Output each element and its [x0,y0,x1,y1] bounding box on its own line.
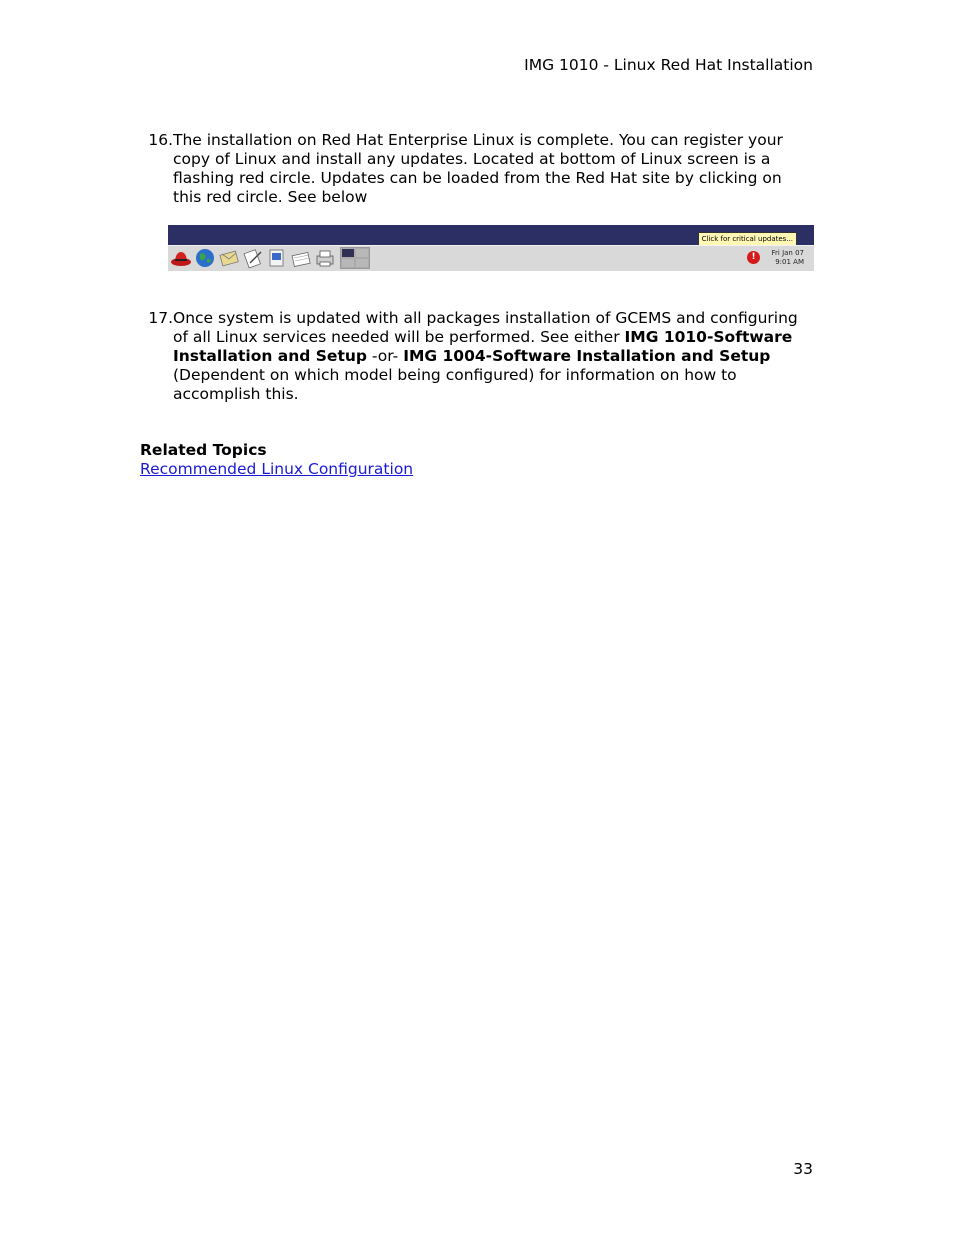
recommended-linux-config-link[interactable]: Recommended Linux Configuration [140,460,414,478]
presentation-icon[interactable] [266,247,288,269]
workspace-switcher[interactable] [340,247,370,269]
step-number: 17. [148,309,173,327]
print-manager-icon[interactable] [314,247,336,269]
step-text-part: Once system is updated with all packages installation of GCEMS and configuring of all Linux services needed will be performed. See either [173,309,798,346]
web-browser-icon[interactable] [194,247,216,269]
page-number: 33 [793,1160,813,1178]
update-alert-icon[interactable]: ! [747,251,760,264]
step-text-part: (Dependent on which model being configured) for information on how to accomplish this. [173,366,737,403]
spreadsheet-icon[interactable] [290,247,312,269]
redhat-menu-icon[interactable] [170,247,192,269]
step-16 [140,131,810,211]
linux-taskbar-screenshot [168,225,814,271]
launcher-icons [170,247,370,271]
step-number: 16. [148,131,173,149]
clock-time: 9:01 AM [775,258,804,266]
step-17 [140,309,810,409]
email-icon[interactable] [218,247,240,269]
workspace-1[interactable] [341,248,355,258]
taskbar-panel [168,245,814,271]
step-text: The installation on Red Hat Enterprise Linux is complete. You can register your copy of Linux and install any updates. Located at bottom of Linux screen is a flashing red circle. Updates can be loaded from the Red Hat site by clicking on this red circle. See below [173,131,783,206]
workspace-3[interactable] [341,258,355,268]
critical-updates-tooltip: Click for critical updates... [698,232,797,246]
taskbar-top-strip [168,225,814,245]
writer-icon[interactable] [242,247,264,269]
workspace-4[interactable] [355,258,369,268]
step-text [173,309,813,404]
doc-reference-1010: IMG 1010-Software Installation and Setup [173,328,793,365]
workspace-2[interactable] [355,248,369,258]
clock-date: Fri Jan 07 [771,249,804,257]
step-text-part: -or- [367,347,404,365]
related-topics-heading: Related Topics [140,441,267,459]
page-header: IMG 1010 - Linux Red Hat Installation [524,56,813,74]
taskbar-clock [772,249,805,267]
doc-reference-1004: IMG 1004-Software Installation and Setup [403,347,771,365]
